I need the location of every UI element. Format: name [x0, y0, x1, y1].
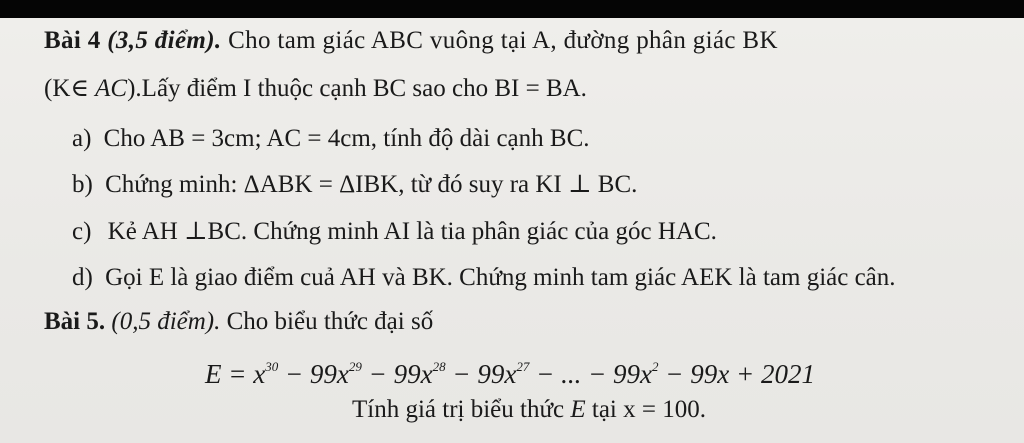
formula-term-6: − 99x + 2021	[658, 359, 815, 389]
bai4-item-d	[72, 263, 896, 293]
bai5-task	[352, 395, 706, 425]
bai4-item-a	[72, 124, 590, 154]
formula-term-5: − ... − 99x	[529, 359, 653, 389]
bai4-line1-text: Cho tam giác ABC vuông tại A, đường phân giác BK	[228, 27, 778, 54]
formula-exp-3: 28	[432, 359, 446, 374]
item-label: b)	[72, 171, 93, 198]
bai5-label: Bài 5.	[44, 308, 106, 335]
formula-lhs: E = x	[205, 359, 266, 389]
bai5-header-line	[44, 307, 433, 337]
formula-exp-4: 27	[516, 359, 530, 374]
item-text: Gọi E là giao điểm cuả AH và BK. Chứng minh tam giác AEK là tam giác cân.	[105, 264, 896, 291]
bai4-line2	[44, 74, 587, 104]
item-label: a)	[72, 125, 92, 152]
bai5-points: (0,5 điểm).	[111, 308, 221, 335]
item-text: Kẻ AH ⊥BC. Chứng minh AI là tia phân giác của góc HAC.	[107, 218, 717, 245]
formula-exp-5: 2	[652, 359, 659, 374]
item-text: Cho AB = 3cm; AC = 4cm, tính độ dài cạnh BC.	[103, 125, 590, 152]
bai4-label: Bài 4	[44, 27, 101, 54]
bai5-task-part2: tại x = 100.	[585, 396, 706, 423]
bai5-task-italic: E	[570, 396, 586, 423]
bai5-formula	[205, 352, 815, 389]
formula-exp-1: 30	[265, 359, 279, 374]
bai4-item-c	[72, 217, 717, 247]
item-text: Chứng minh: ΔABK = ΔIBK, từ đó suy ra KI ⊥ BC.	[105, 171, 638, 198]
bai5-intro: Cho biểu thức đại số	[226, 308, 434, 335]
bai4-header-line	[44, 26, 778, 56]
item-label: d)	[72, 264, 93, 291]
formula-exp-2: 29	[348, 359, 362, 374]
formula-term-2: − 99x	[278, 359, 349, 389]
bai5-task-part1: Tính giá trị biểu thức	[352, 396, 571, 423]
bai4-line2-part2: ).Lấy điểm I thuộc cạnh BC sao cho BI = BA.	[127, 75, 587, 102]
formula-term-4: − 99x	[445, 359, 517, 389]
top-black-bar	[0, 0, 1024, 18]
bai4-points: (3,5 điểm).	[107, 27, 222, 54]
document-page	[0, 18, 1024, 443]
bai4-line2-part1: (K∈	[44, 75, 96, 102]
formula-term-3: − 99x	[361, 359, 433, 389]
bai4-line2-italic: AC	[95, 75, 128, 102]
bai4-item-b	[72, 170, 637, 200]
item-label: c)	[72, 218, 92, 245]
